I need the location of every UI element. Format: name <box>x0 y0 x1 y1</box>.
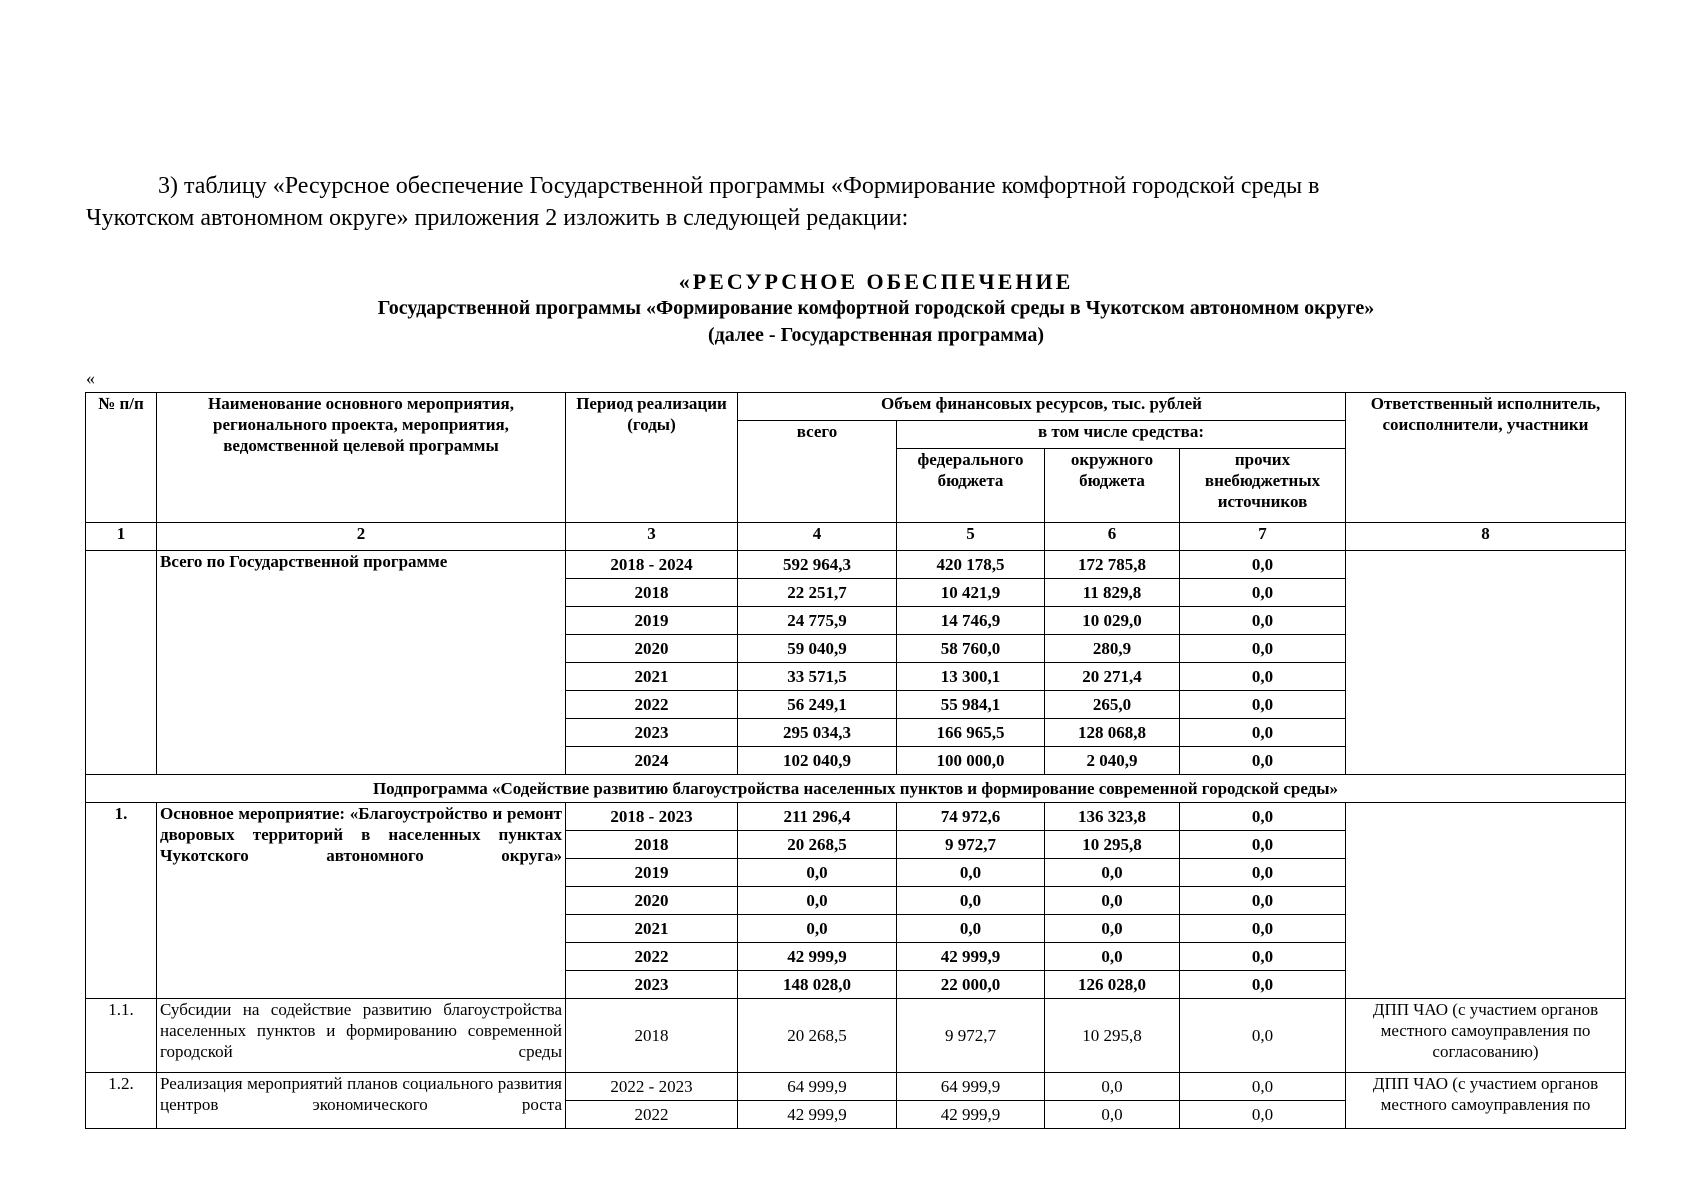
period-cell: 2022 <box>566 691 738 719</box>
resource-table <box>85 392 1626 1129</box>
district-cell: 10 295,8 <box>1045 831 1180 859</box>
total-cell: 22 251,7 <box>738 579 897 607</box>
title-line-2: Государственной программы «Формирование комфортной городской среды в Чукотском автономном округе» <box>377 297 1375 319</box>
federal-cell: 42 999,9 <box>897 943 1045 971</box>
header-other: прочих внебюджетных источников <box>1180 449 1346 523</box>
federal-cell: 55 984,1 <box>897 691 1045 719</box>
federal-cell: 42 999,9 <box>897 1101 1045 1129</box>
total-cell: 33 571,5 <box>738 663 897 691</box>
header-num: № п/п <box>86 393 157 523</box>
col-number: 2 <box>157 523 566 551</box>
other-cell: 0,0 <box>1180 803 1346 831</box>
title-line-3: (далее - Государственная программа) <box>707 324 1044 346</box>
district-cell: 10 029,0 <box>1045 607 1180 635</box>
table-row <box>86 775 1626 803</box>
federal-cell: 420 178,5 <box>897 551 1045 579</box>
period-cell: 2020 <box>566 887 738 915</box>
table-row <box>86 1073 1626 1101</box>
period-cell: 2022 <box>566 1101 738 1129</box>
period-cell: 2018 <box>566 831 738 859</box>
other-cell: 0,0 <box>1180 551 1346 579</box>
district-cell: 280,9 <box>1045 635 1180 663</box>
header-name: Наименование основного мероприятия, регионального проекта, мероприятия, ведомственной целевой программы <box>157 393 566 523</box>
total-cell: 42 999,9 <box>738 1101 897 1129</box>
col-number: 3 <box>566 523 738 551</box>
total-cell: 0,0 <box>738 915 897 943</box>
intro-paragraph <box>86 170 1666 234</box>
period-cell: 2018 - 2023 <box>566 803 738 831</box>
total-cell: 0,0 <box>738 859 897 887</box>
event11-name: Субсидии на содействие развитию благоустройства населенных пунктов и формированию современной городской среды <box>157 999 566 1073</box>
event11-responsible: ДПП ЧАО (с участием органов местного самоуправления по согласованию) <box>1346 999 1626 1073</box>
period-cell: 2022 <box>566 943 738 971</box>
event12-name: Реализация мероприятий планов социального развития центров экономического роста <box>157 1073 566 1129</box>
period-cell: 2024 <box>566 747 738 775</box>
document-title <box>86 268 1666 349</box>
federal-cell: 13 300,1 <box>897 663 1045 691</box>
federal-cell: 9 972,7 <box>897 999 1045 1073</box>
col-number: 1 <box>86 523 157 551</box>
district-cell: 0,0 <box>1045 915 1180 943</box>
total-cell: 20 268,5 <box>738 999 897 1073</box>
federal-cell: 0,0 <box>897 859 1045 887</box>
period-cell: 2018 <box>566 579 738 607</box>
event12-num: 1.2. <box>86 1073 157 1129</box>
header-period: Период реализации (годы) <box>566 393 738 523</box>
table-row <box>86 999 1626 1073</box>
total-cell: 211 296,4 <box>738 803 897 831</box>
other-cell: 0,0 <box>1180 607 1346 635</box>
other-cell: 0,0 <box>1180 635 1346 663</box>
other-cell: 0,0 <box>1180 663 1346 691</box>
col-number: 4 <box>738 523 897 551</box>
open-quote: « <box>86 368 95 388</box>
period-cell: 2021 <box>566 663 738 691</box>
col-number: 8 <box>1346 523 1626 551</box>
other-cell: 0,0 <box>1180 943 1346 971</box>
header-total: всего <box>738 421 897 523</box>
total-cell: 148 028,0 <box>738 971 897 999</box>
total-cell: 0,0 <box>738 887 897 915</box>
header-responsible: Ответственный исполнитель, соисполнители, участники <box>1346 393 1626 523</box>
event1-name: Основное мероприятие: «Благоустройство и ремонт дворовых территорий в населенных пунктах Чукотского автономного округа» <box>157 803 566 999</box>
federal-cell: 10 421,9 <box>897 579 1045 607</box>
period-cell: 2019 <box>566 607 738 635</box>
district-cell: 0,0 <box>1045 859 1180 887</box>
header-district: окружного бюджета <box>1045 449 1180 523</box>
col-number: 6 <box>1045 523 1180 551</box>
intro-line-1: 3) таблицу «Ресурсное обеспечение Государственной программы «Формирование комфортной городской среды в <box>158 173 1320 199</box>
period-cell: 2023 <box>566 971 738 999</box>
other-cell: 0,0 <box>1180 915 1346 943</box>
event11-num: 1.1. <box>86 999 157 1073</box>
other-cell: 0,0 <box>1180 719 1346 747</box>
period-cell: 2023 <box>566 719 738 747</box>
federal-cell: 100 000,0 <box>897 747 1045 775</box>
district-cell: 126 028,0 <box>1045 971 1180 999</box>
total-cell: 56 249,1 <box>738 691 897 719</box>
header-including: в том числе средства: <box>897 421 1346 449</box>
federal-cell: 0,0 <box>897 915 1045 943</box>
district-cell: 0,0 <box>1045 1073 1180 1101</box>
period-cell: 2018 <box>566 999 738 1073</box>
event1-num: 1. <box>86 803 157 999</box>
district-cell: 128 068,8 <box>1045 719 1180 747</box>
other-cell: 0,0 <box>1180 831 1346 859</box>
district-cell: 0,0 <box>1045 887 1180 915</box>
other-cell: 0,0 <box>1180 1101 1346 1129</box>
col-number: 7 <box>1180 523 1346 551</box>
other-cell: 0,0 <box>1180 999 1346 1073</box>
total-cell: 592 964,3 <box>738 551 897 579</box>
federal-cell: 0,0 <box>897 887 1045 915</box>
total-cell: 295 034,3 <box>738 719 897 747</box>
federal-cell: 9 972,7 <box>897 831 1045 859</box>
period-cell: 2021 <box>566 915 738 943</box>
federal-cell: 22 000,0 <box>897 971 1045 999</box>
other-cell: 0,0 <box>1180 971 1346 999</box>
other-cell: 0,0 <box>1180 747 1346 775</box>
federal-cell: 64 999,9 <box>897 1073 1045 1101</box>
total-name: Всего по Государственной программе <box>157 551 566 775</box>
total-num-cell <box>86 551 157 775</box>
total-cell: 59 040,9 <box>738 635 897 663</box>
district-cell: 172 785,8 <box>1045 551 1180 579</box>
subprogram-title: Подпрограмма «Содействие развитию благоустройства населенных пунктов и формирование современной городской среды» <box>86 775 1626 803</box>
period-cell: 2022 - 2023 <box>566 1073 738 1101</box>
federal-cell: 166 965,5 <box>897 719 1045 747</box>
federal-cell: 14 746,9 <box>897 607 1045 635</box>
district-cell: 136 323,8 <box>1045 803 1180 831</box>
table-row <box>86 803 1626 831</box>
period-cell: 2019 <box>566 859 738 887</box>
total-cell: 102 040,9 <box>738 747 897 775</box>
total-cell: 42 999,9 <box>738 943 897 971</box>
other-cell: 0,0 <box>1180 691 1346 719</box>
other-cell: 0,0 <box>1180 887 1346 915</box>
district-cell: 11 829,8 <box>1045 579 1180 607</box>
district-cell: 0,0 <box>1045 1101 1180 1129</box>
col-number: 5 <box>897 523 1045 551</box>
district-cell: 20 271,4 <box>1045 663 1180 691</box>
other-cell: 0,0 <box>1180 1073 1346 1101</box>
total-responsible-cell <box>1346 551 1626 775</box>
period-cell: 2018 - 2024 <box>566 551 738 579</box>
title-line-1: «РЕСУРСНОЕ ОБЕСПЕЧЕНИЕ <box>678 269 1074 294</box>
other-cell: 0,0 <box>1180 859 1346 887</box>
header-volume: Объем финансовых ресурсов, тыс. рублей <box>738 393 1346 421</box>
header-federal: федерального бюджета <box>897 449 1045 523</box>
other-cell: 0,0 <box>1180 579 1346 607</box>
event1-responsible-cell <box>1346 803 1626 999</box>
district-cell: 2 040,9 <box>1045 747 1180 775</box>
total-cell: 64 999,9 <box>738 1073 897 1101</box>
federal-cell: 74 972,6 <box>897 803 1045 831</box>
total-cell: 24 775,9 <box>738 607 897 635</box>
district-cell: 10 295,8 <box>1045 999 1180 1073</box>
federal-cell: 58 760,0 <box>897 635 1045 663</box>
total-cell: 20 268,5 <box>738 831 897 859</box>
table-row <box>86 551 1626 579</box>
intro-line-2: Чукотском автономном округе» приложения 2 изложить в следующей редакции: <box>86 205 909 231</box>
district-cell: 0,0 <box>1045 943 1180 971</box>
district-cell: 265,0 <box>1045 691 1180 719</box>
period-cell: 2020 <box>566 635 738 663</box>
event12-responsible: ДПП ЧАО (с участием органов местного самоуправления по <box>1346 1073 1626 1129</box>
